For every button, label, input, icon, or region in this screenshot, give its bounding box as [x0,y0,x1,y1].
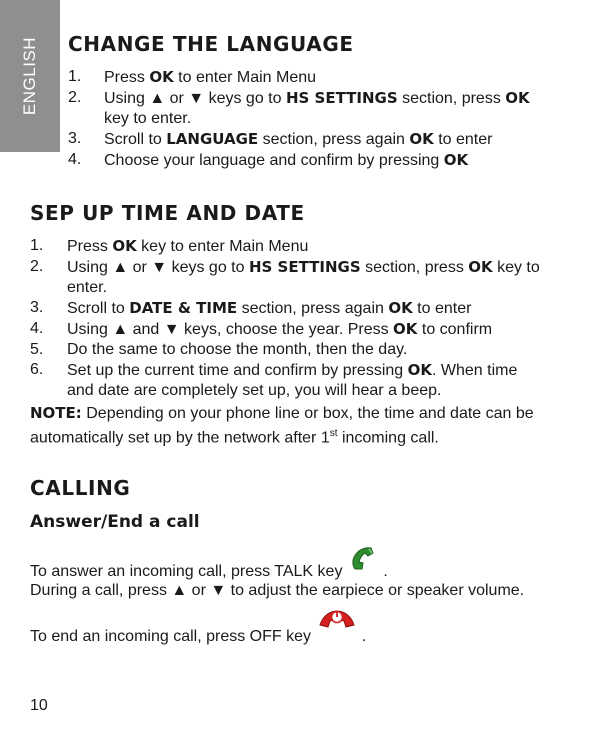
list-item: 1. Press OK to enter Main Menu [68,68,317,86]
note-paragraph: NOTE: Depending on your phone line or box, the time and date can be automatically set up by the network after 1st incoming call. [30,404,534,447]
list-item: 3. Scroll to DATE & TIME section, press again OK to enter [30,299,472,317]
list-item: 4. Using ▲ and ▼ keys, choose the year. Press OK to confirm [30,320,493,338]
green-phone-handset-icon [349,545,379,579]
list-item: 2. Using ▲ or ▼ keys go to HS SETTINGS section, press OK key to enter. [30,258,540,296]
note-label: NOTE: [30,404,82,422]
answer-call-line: To answer an incoming call, press TALK key . [30,545,570,579]
subsection-title-answer-end: Answer/End a call [30,512,200,532]
side-tab-label: ENGLISH [20,36,39,116]
list-item: 4. Choose your language and confirm by pressing OK [68,151,469,169]
list-item: 2. Using ▲ or ▼ keys go to HS SETTINGS section, press OK key to enter. [68,89,530,127]
list-item: 3. Scroll to LANGUAGE section, press again OK to enter [68,130,493,148]
page-number: 10 [30,697,48,714]
list-item: 6. Set up the current time and confirm by pressing OK. When time and date are completely set up, you will hear a beep. [30,361,518,399]
section-title-language: CHANGE THE LANGUAGE [68,32,354,56]
volume-line: During a call, press ▲ or ▼ to adjust the earpiece or speaker volume. [30,582,525,599]
end-call-line: To end an incoming call, press OFF key . [30,605,570,639]
list-item: 1. Press OK key to enter Main Menu [30,237,309,255]
language-steps-list [68,67,538,171]
language-side-tab [0,0,60,152]
section-title-calling: CALLING [30,476,131,500]
list-item: 5. Do the same to choose the month, then the day. [30,341,408,358]
section-title-time-date: SEP UP TIME AND DATE [30,201,305,225]
time-date-steps-list [30,236,540,401]
red-phone-power-icon [317,603,357,641]
